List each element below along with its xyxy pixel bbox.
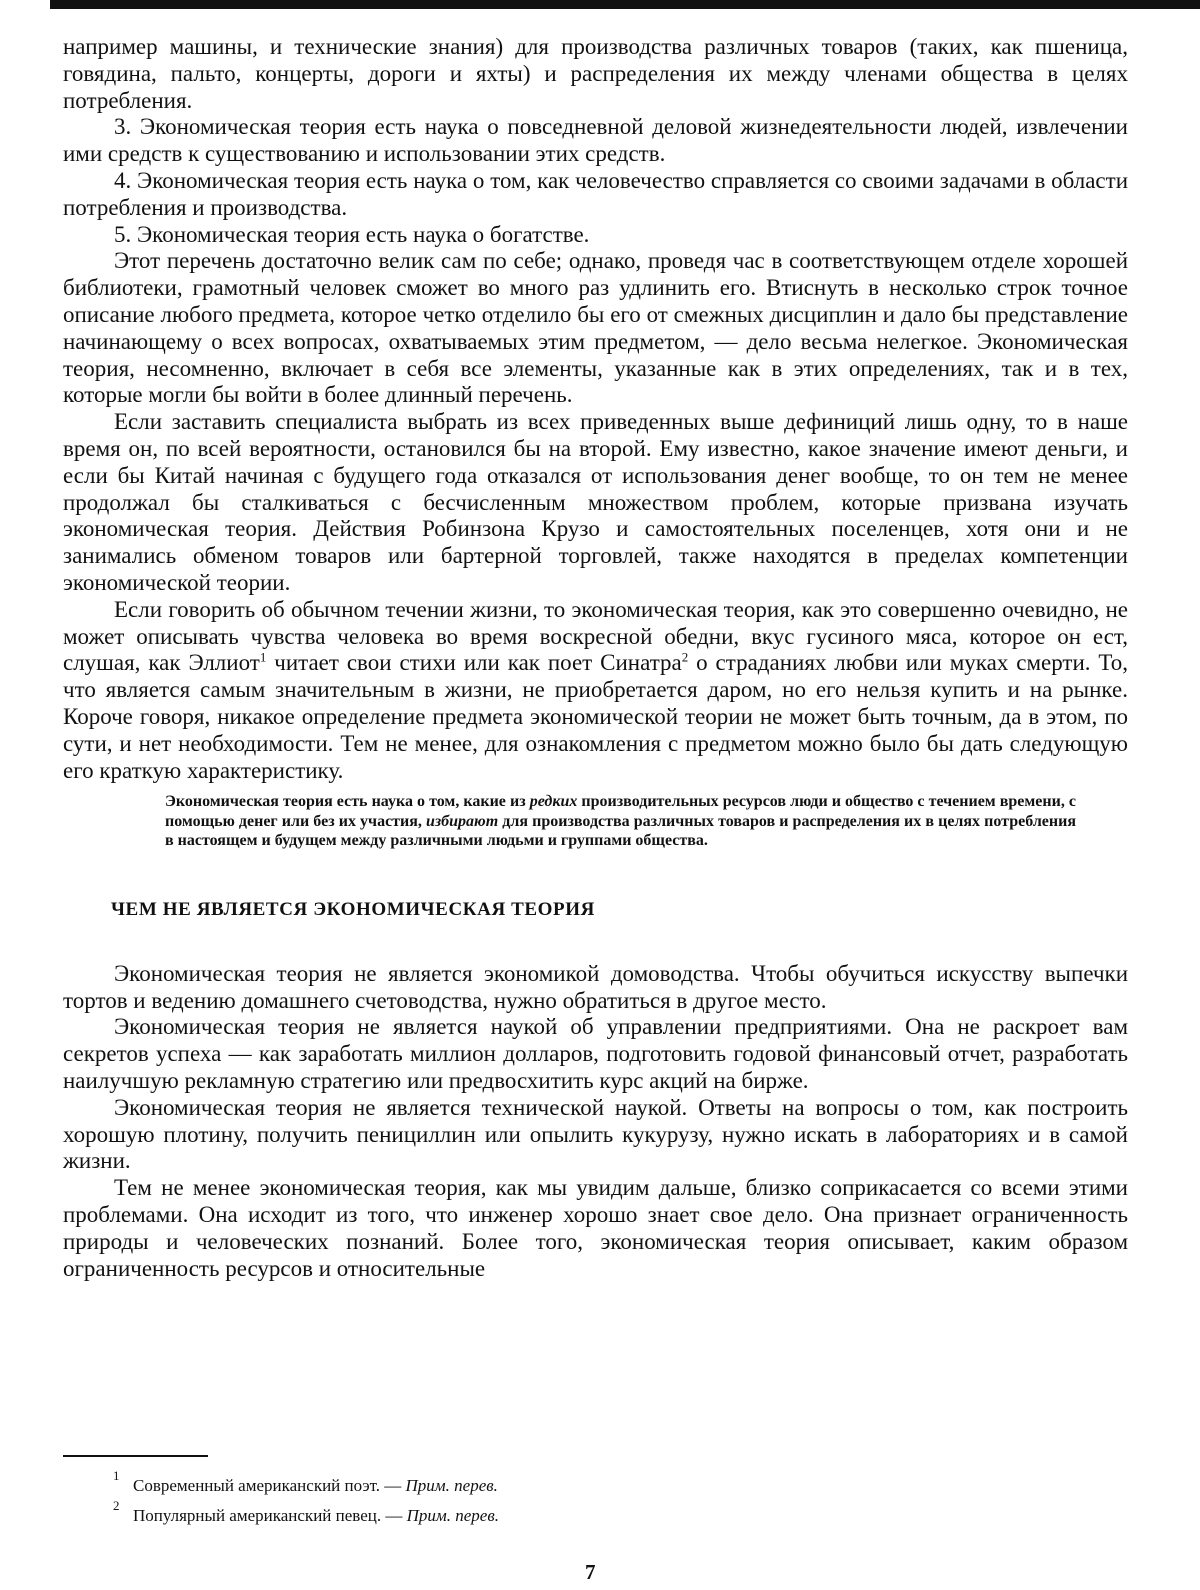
- footnote-divider: [63, 1455, 208, 1457]
- definition-emphasis: редких: [529, 793, 578, 811]
- paragraph: Этот перечень достаточно велик сам по себе; однако, проведя час в соответствующем отделе хорошей библиотеки, грамотный человек сможет во много раз удлинить его. Втиснуть в несколько строк точное описание любого предмета, которое четко отделило бы его от смежных дисциплин и дало бы представление начинающему о всех вопросах, охватываемых этим предметом, — дело весьма нелегкое. Экономическая теория, несомненно, включает в себя все элементы, указанные как в этих определениях, так и в тех, которые могли бы войти в более длинный перечень.: [63, 248, 1128, 408]
- footnote-ref-1[interactable]: 1: [259, 649, 267, 665]
- page-number: 7: [585, 1560, 596, 1584]
- definition-emphasis: избирают: [426, 812, 499, 830]
- footnote-ref-2[interactable]: 2: [681, 649, 689, 665]
- text-block-after-heading: [63, 961, 1128, 1283]
- paragraph: Экономическая теория не является экономикой домоводства. Чтобы обучиться искусству выпечки тортов и ведению домашнего счетоводства, нужно обратиться в другое место.: [63, 960, 1128, 1013]
- definition-text: Экономическая теория есть наука о том, какие из: [165, 793, 530, 811]
- section-heading: ЧЕМ НЕ ЯВЛЯЕТСЯ ЭКОНОМИЧЕСКАЯ ТЕОРИЯ: [111, 898, 595, 920]
- paragraph-text: о страданиях любви или муках смерти. То, что является самым значительным в жизни, не приобретается даром, но его нельзя купить и на рынке. Короче говоря, никакое определение предмета экономической теории не может быть точным, да в этом, по сути, и нет необходимости. Тем не менее, для ознакомления с предметом можно было бы дать следующую его краткую характеристику.: [63, 650, 1128, 783]
- paragraph: Тем не менее экономическая теория, как мы увидим дальше, близко соприкасается со всеми этими проблемами. Она исходит из того, что инженер хорошо знает свое дело. Она признает ограниченность природы и человеческих познаний. Более того, экономическая теория описывает, каким образом ограниченность ресурсов и относительные: [63, 1175, 1128, 1281]
- footnote-text: Современный американский поэт. —: [133, 1476, 406, 1495]
- paragraph-text: читает свои стихи или как поет Синатра: [266, 650, 682, 676]
- top-border-rule: [50, 0, 1200, 9]
- footnote-text: Популярный американский певец. —: [133, 1506, 407, 1525]
- paragraph: например машины, и технические знания) для производства различных товаров (таких, как пшеница, говядина, пальто, концерты, дороги и яхты) и распределения их между членами общества в целях потребления.: [63, 34, 1128, 113]
- definition-text: производительных ресурсов люди и общество с течением времени, с помощью денег или без их участия,: [165, 793, 1077, 830]
- paragraph-text: Если говорить об обычном течении жизни, то экономическая теория, как это совершенно очевидно, не может описывать чувства человека во время воскресной обедни, вкус гусиного мяса, которое он ест, слушая, как Эллиот: [63, 596, 1128, 676]
- footnotes: [113, 1468, 913, 1536]
- paragraph: Экономическая теория не является наукой об управлении предприятиями. Она не раскроет вам секретов успеха — как заработать миллион долларов, подготовить годовой финансовый отчет, разработать наилучшую рекламную стратегию или предвосхитить курс акций на бирже.: [63, 1014, 1128, 1093]
- footnote-mark: 2: [113, 1498, 120, 1513]
- paragraph-with-footnote-refs: [63, 597, 1128, 785]
- footnote-1: [113, 1468, 913, 1506]
- footnote-mark: 1: [113, 1468, 120, 1483]
- paragraph: 5. Экономическая теория есть наука о богатстве.: [114, 221, 590, 247]
- page-body: [63, 34, 1128, 1282]
- paragraph: Экономическая теория не является технической наукой. Ответы на вопросы о том, как построить хорошую плотину, получить пенициллин или опылить кукурузу, нужно искать в лабораториях и в самой жизни.: [63, 1094, 1128, 1174]
- definition-block: [165, 792, 1076, 851]
- footnote-2: [113, 1498, 913, 1536]
- text-block-before-definition: [63, 34, 1128, 597]
- paragraph: 4. Экономическая теория есть наука о том, как человечество справляется со своими задачами в области потребления и производства.: [63, 167, 1128, 220]
- footnote-translator-note: Прим. перев.: [405, 1476, 498, 1495]
- paragraph: Если заставить специалиста выбрать из всех приведенных выше дефиниций лишь одну, то в наше время он, по всей вероятности, остановился бы на второй. Ему известно, какое значение имеют деньги, и если бы Китай начиная с будущего года отказался от использования денег вообще, то он тем не менее продолжал бы сталкиваться с бесчисленным множеством проблем, которые призвана изучать экономическая теория. Действия Робинзона Крузо и самостоятельных поселенцев, хотя они и не занимались обменом товаров или бартерной торговлей, также находятся в пределах компетенции экономической теории.: [63, 409, 1128, 595]
- footnote-translator-note: Прим. перев.: [406, 1506, 499, 1525]
- definition-text: для производства различных товаров и распределения их в целях потребления в настоящем и будущем между различными людьми и группами общества.: [165, 812, 1076, 850]
- paragraph: 3. Экономическая теория есть наука о повседневной деловой жизнедеятельности людей, извлечении ими средств к существованию и использовании этих средств.: [63, 114, 1128, 167]
